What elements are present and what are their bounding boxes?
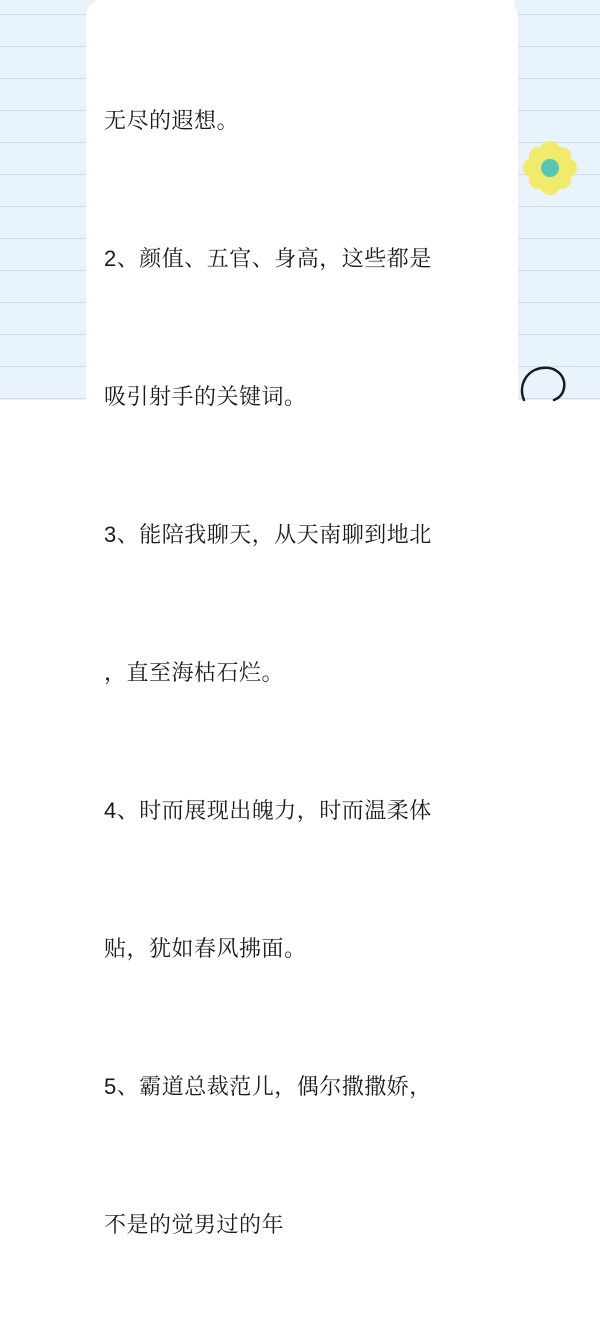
text-line: 4、时而展现出魄力，时而温柔体 bbox=[104, 798, 432, 823]
text-line: 贴，犹如春风拂面。 bbox=[104, 936, 307, 961]
right-decorative-band bbox=[514, 0, 600, 400]
text-line: 吸引射手的关键词。 bbox=[104, 384, 307, 409]
text-line: 3、能陪我聊天，从天南聊到地北 bbox=[104, 522, 432, 547]
circle-doodle-icon bbox=[516, 356, 576, 400]
document-text bbox=[104, 6, 504, 1322]
flower-icon bbox=[522, 140, 578, 196]
text-line: 2、颜值、五官、身高，这些都是 bbox=[104, 246, 432, 271]
content-card bbox=[86, 0, 518, 1237]
text-line-partial: 不是的觉男过的年 bbox=[104, 1212, 285, 1237]
text-line: 无尽的遐想。 bbox=[104, 108, 240, 133]
left-decorative-band bbox=[0, 0, 96, 400]
text-line: 5、霸道总裁范儿，偶尔撒撒娇， bbox=[104, 1074, 432, 1099]
text-line: ，直至海枯石烂。 bbox=[104, 660, 285, 685]
